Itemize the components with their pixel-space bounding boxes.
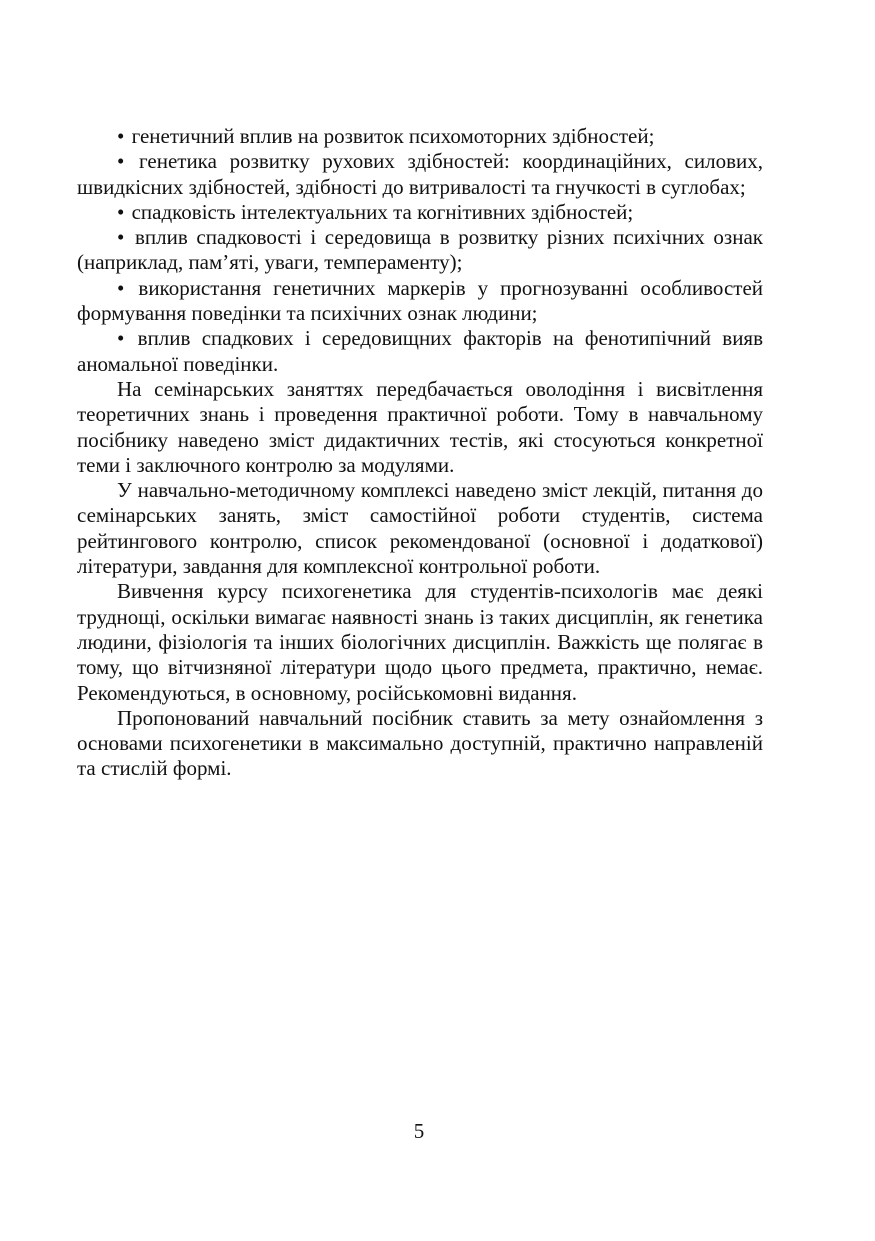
- bullet-marker: •: [117, 199, 125, 224]
- page-number: 5: [413, 1119, 425, 1143]
- paragraph-seminars: На семінарських заняттях передбачається оволодіння і висвітлення теоретичних знань і проведення практичної роботи. Тому в навчальному посібнику наведено зміст дидактичних тестів, які стосуються конкретної теми і заключного контролю за модулями.: [77, 376, 763, 477]
- bullet-item: • генетика розвитку рухових здібностей: координаційних, силових, швидкісних здібностей, здібності до витривалості та гнучкості в суглобах;: [77, 149, 763, 199]
- paragraph-complex: У навчально-методичному комплексі наведено зміст лекцій, питання до семінарських занять, зміст самостійної роботи студентів, система рейтингового контролю, список рекомендованої (основної і додаткової) літератури, завдання для комплексної контрольної роботи.: [77, 478, 763, 579]
- bullet-item: • вплив спадковості і середовища в розвитку різних психічних ознак (наприклад, пам’яті, уваги, темпераменту);: [77, 225, 763, 275]
- bullet-marker: •: [117, 149, 125, 174]
- bullet-marker: •: [117, 275, 125, 300]
- paragraph-course-study: Вивчення курсу психогенетика для студентів-психологів має деякі труднощі, оскільки вимагає наявності знань із таких дисциплін, як генетика людини, фізіологія та інших біологічних дисциплін. Важкість ще полягає в тому, що вітчизняної літератури щодо цього предмета, практично, немає. Рекомендуються, в основному, російськомовні видання.: [77, 579, 763, 705]
- bullet-marker: •: [117, 225, 125, 250]
- bullet-marker: •: [117, 326, 125, 351]
- bullet-item: • генетичний вплив на розвиток психомоторних здібностей;: [117, 124, 655, 148]
- bullet-item: • вплив спадкових і середовищних факторів на фенотипічний вияв аномальної поведінки.: [77, 326, 764, 376]
- paragraph-purpose: Пропонований навчальний посібник ставить за мету ознайомлення з основами психогенетики в максимально доступній, практично направленій та стислій формі.: [77, 705, 763, 781]
- bullet-item: • спадковість інтелектуальних та когнітивних здібностей;: [117, 199, 634, 224]
- bullet-item: • використання генетичних маркерів у прогнозуванні особливостей формування поведінки та психічних ознак людини;: [77, 275, 764, 326]
- bullet-marker: •: [117, 124, 125, 148]
- body-text: [77, 124, 763, 782]
